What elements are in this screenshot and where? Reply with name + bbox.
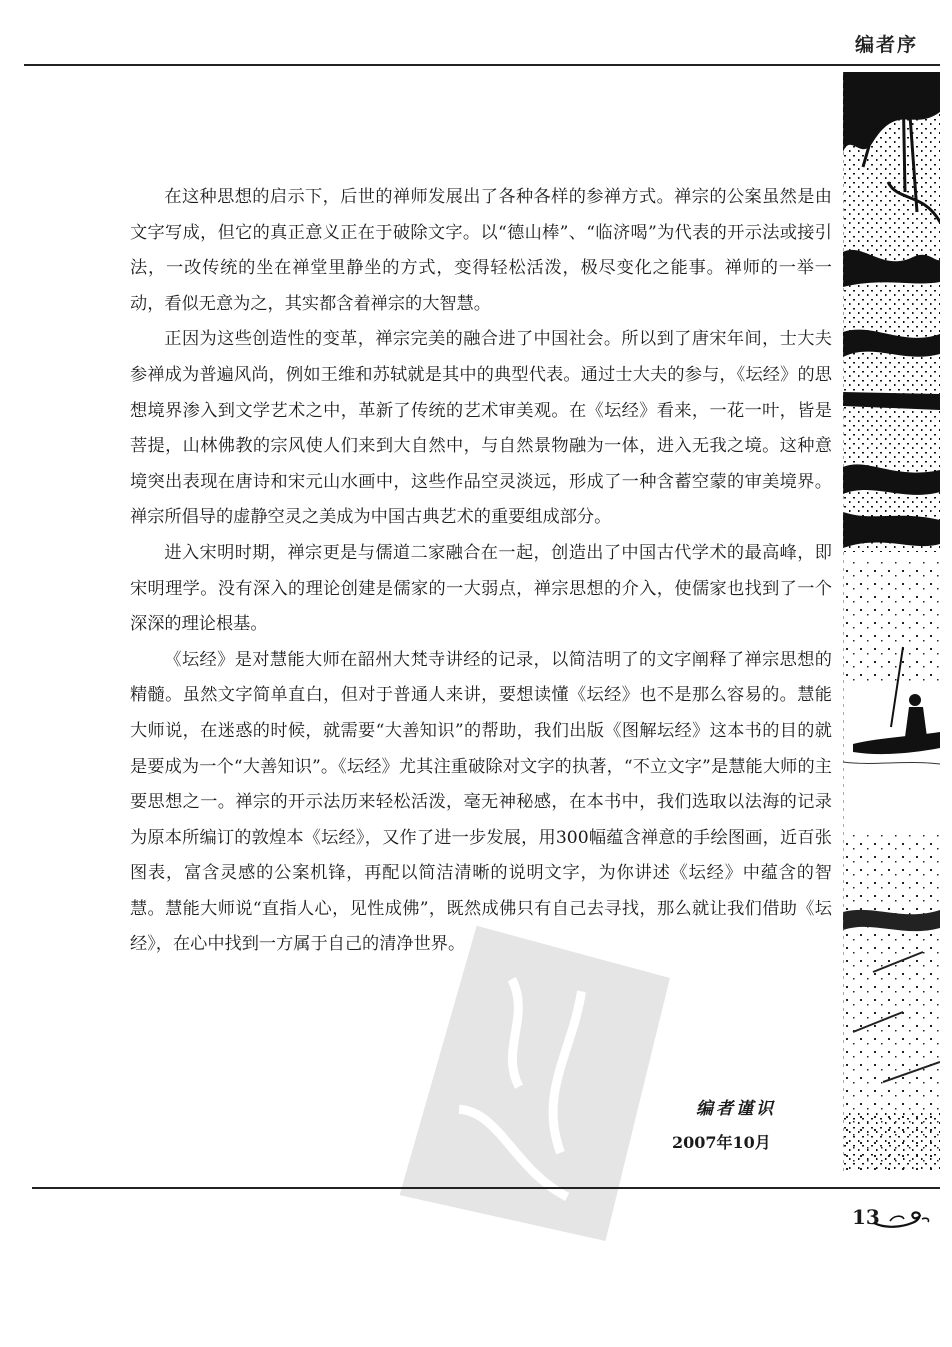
article-body [130,180,832,963]
running-header-title: 编者序 [854,34,918,56]
author-signature: 编者谨识 [696,1099,776,1119]
footer-rule [32,1187,940,1189]
signature-date: 2007年10月 [672,1133,771,1152]
paragraph: 在这种思想的启示下，后世的禅师发展出了各种各样的参禅方式。禅宗的公案虽然是由文字写成，但它的真正意义正在于破除文字。以“德山棒”、“临济喝”为代表的开示法或接引法，一改传统的坐在禅堂里静坐的方式，变得轻松活泼，极尽变化之能事。禅师的一举一动，看似无意为之，其实都含着禅宗的大智慧。 [130,187,832,314]
header-rule [24,64,940,66]
paragraph: 正因为这些创造性的变革，禅宗完美的融合进了中国社会。所以到了唐宋年间，士大夫参禅成为普遍风尚，例如王维和苏轼就是其中的典型代表。通过士大夫的参与，《坛经》的思想境界渗入到文学艺术之中，革新了传统的艺术审美观。在《坛经》看来，一花一叶，皆是菩提，山林佛教的宗风使人们来到大自然中，与自然景物融为一体，进入无我之境。这种意境突出表现在唐诗和宋元山水画中，这些作品空灵淡远，形成了一种含蓄空蒙的审美境界。禅宗所倡导的虚静空灵之美成为中国古典艺术的重要组成部分。 [130,329,832,528]
paragraph: 进入宋明时期，禅宗更是与儒道二家融合在一起，创造出了中国古代学术的最高峰，即宋明理学。没有深入的理论创建是儒家的一大弱点，禅宗思想的介入，使儒家也找到了一个深深的理论根基。 [130,542,832,635]
page-number: 13 [852,1205,880,1229]
paragraph: 《坛经》是对慧能大师在韶州大梵寺讲经的记录，以简洁明了的文字阐释了禅宗思想的精髓。虽然文字简单直白，但对于普通人来讲，要想读懂《坛经》也不是那么容易的。慧能大师说，在迷惑的时候，就需要“大善知识”的帮助，我们出版《图解坛经》这本书的目的就是要成为一个“大善知识”。《坛经》尤其注重破除对文字的执著，“不立文字”是慧能大师的主要思想之一。禅宗的开示法历来轻松活泼，毫无神秘感，在本书中，我们选取以法海的记录为原本所编订的敦煌本《坛经》，又作了进一步发展，用300幅蕴含禅意的手绘图画，近百张图表，富含灵感的公案机锋，再配以简洁清晰的说明文字，为你讲述《坛经》中蕴含的智慧。慧能大师说“直指人心，见性成佛”，既然成佛只有自己去寻找，那么就让我们借助《坛经》，在心中找到一方属于自己的清净世界。 [130,649,832,955]
cloud-ornament-icon [872,1207,932,1231]
ink-landscape-illustration [843,72,940,1172]
